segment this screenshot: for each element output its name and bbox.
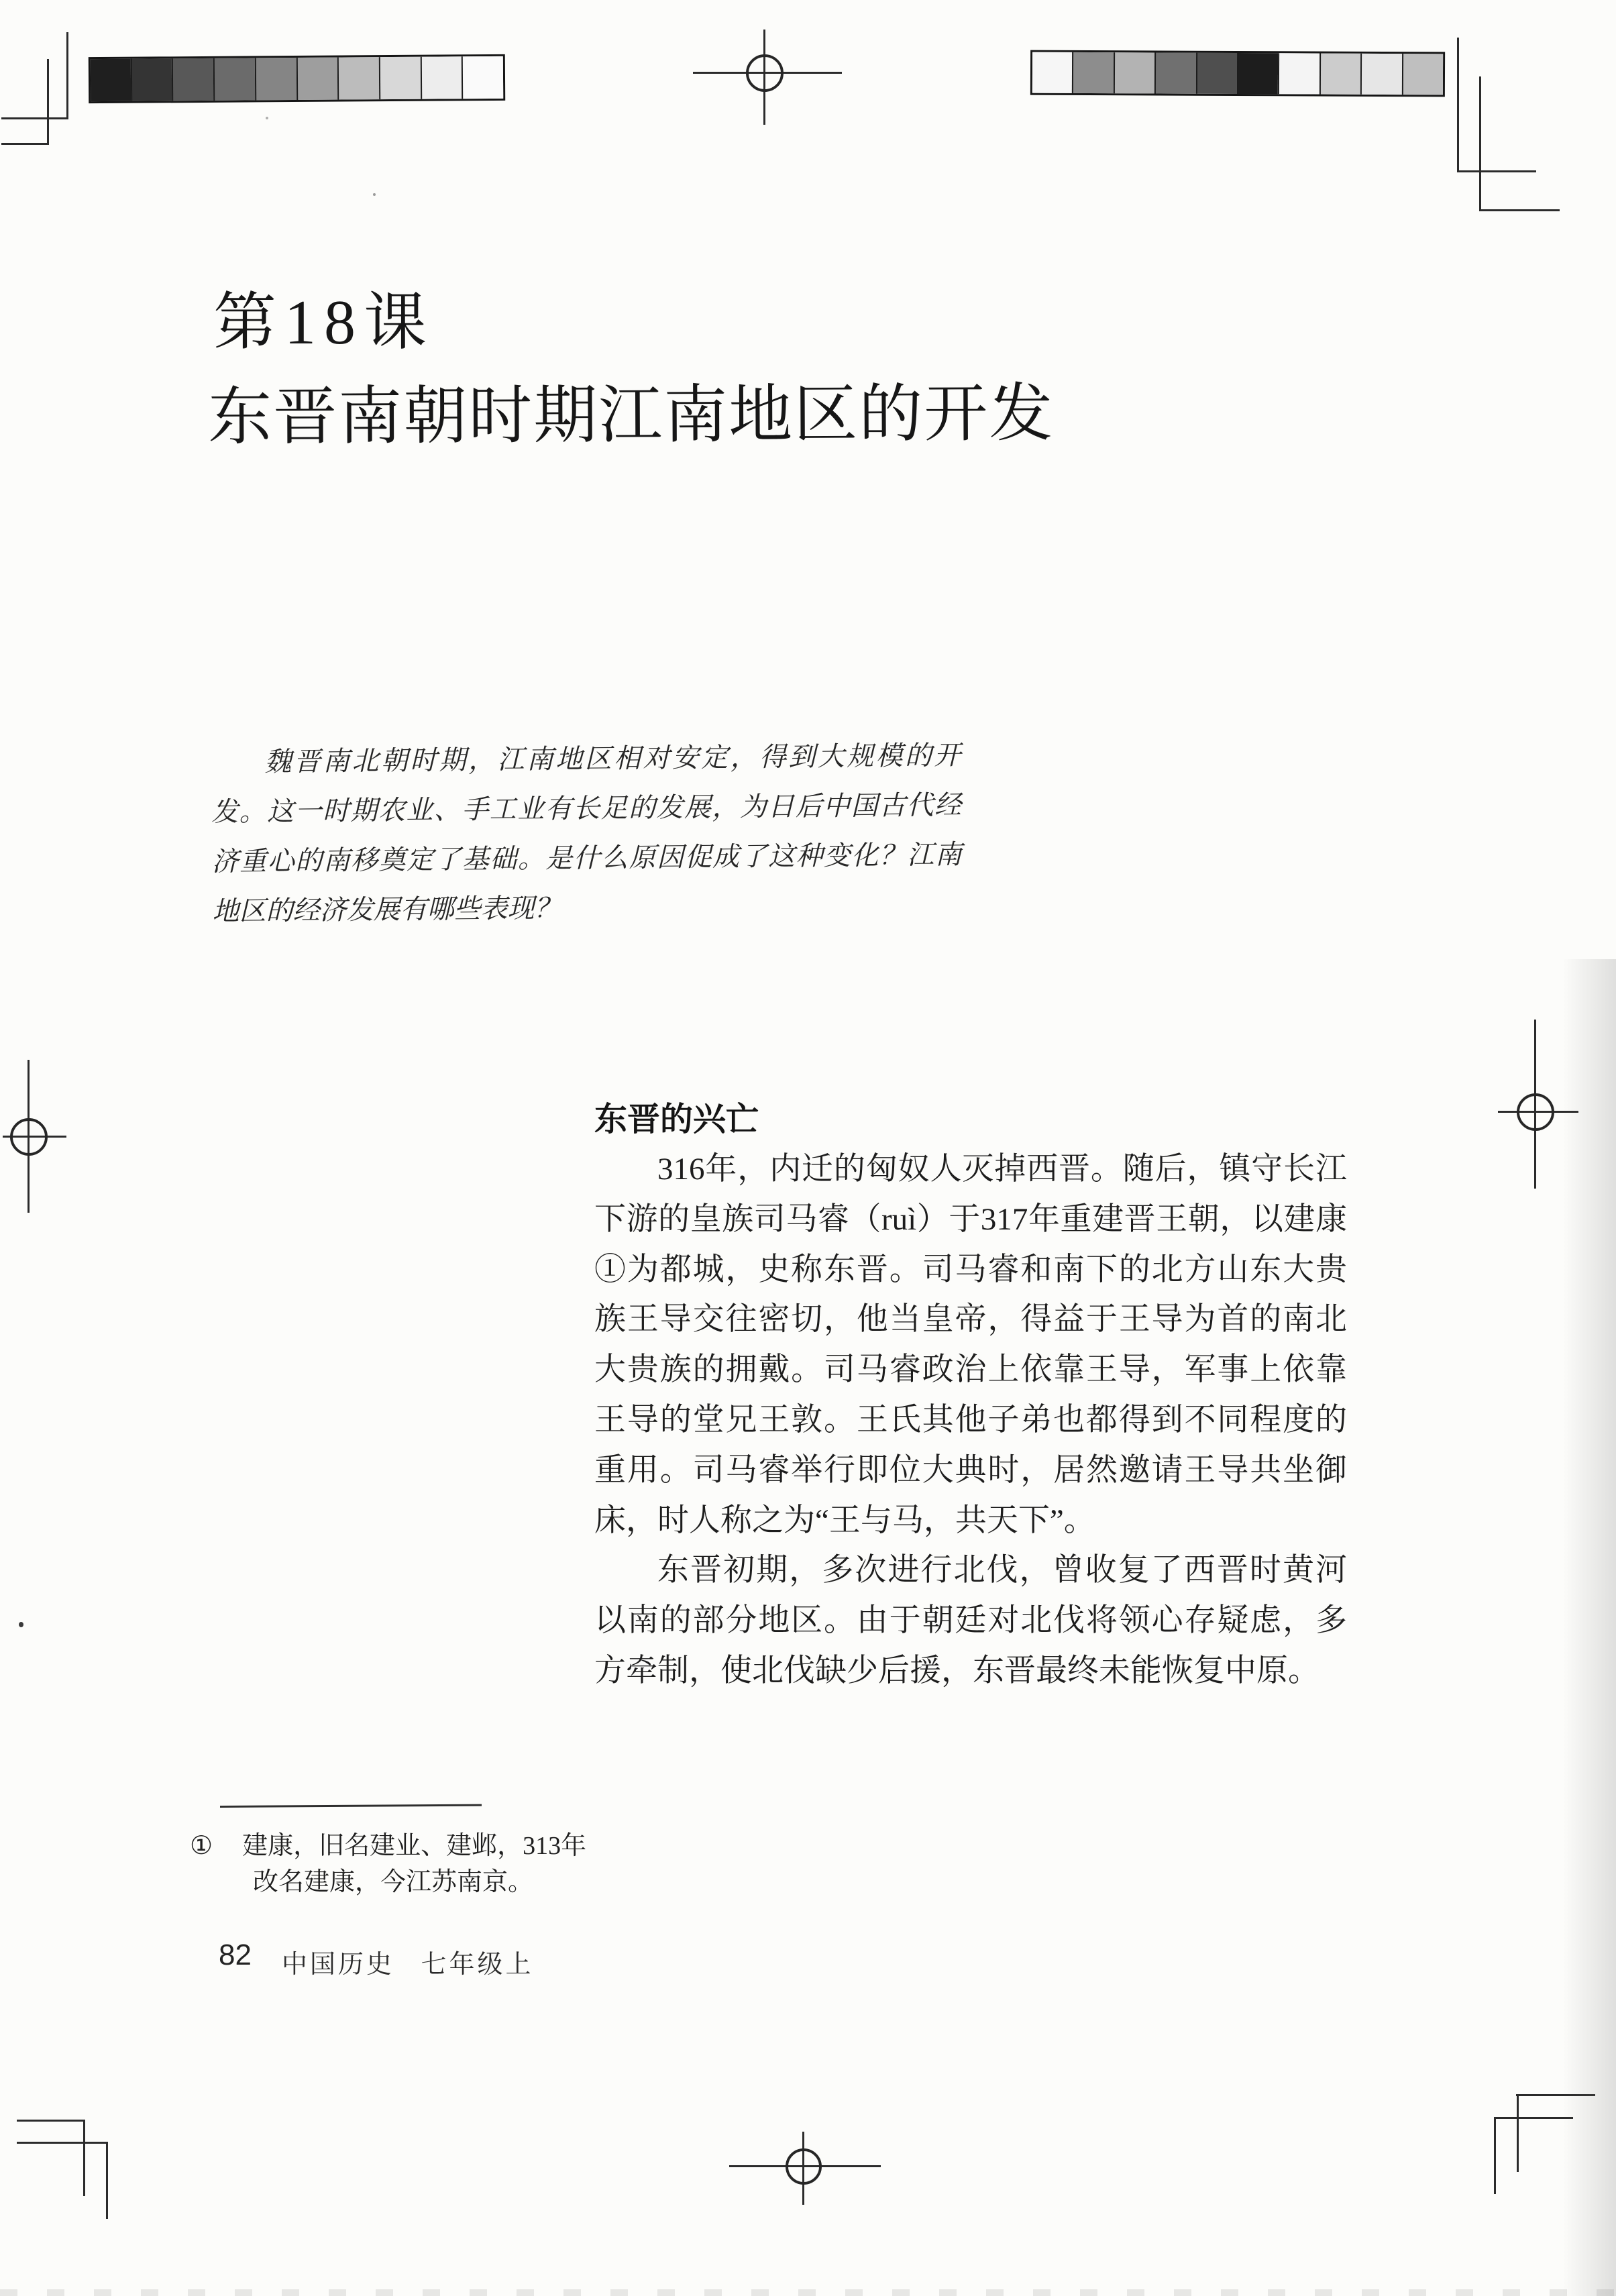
calibration-swatch <box>1360 54 1402 95</box>
scan-noise-bottom-edge <box>0 2289 1616 2296</box>
footnote-line-1 <box>190 1824 586 1861</box>
calibration-swatch <box>420 56 462 99</box>
calibration-bar-right <box>1030 50 1445 97</box>
calibration-swatch <box>1278 53 1319 94</box>
crop-mark-top-left-outer-h <box>1 117 68 119</box>
reg-circle <box>786 2148 822 2185</box>
lesson-title: 东晋南朝时期江南地区的开发 <box>208 378 1055 453</box>
crop-mark-bottom-left-inner-h <box>17 2142 108 2144</box>
calibration-swatch <box>172 58 213 101</box>
scan-speck <box>266 117 268 119</box>
scan-speck <box>19 1622 23 1627</box>
crop-mark-bottom-left-inner-v <box>106 2142 108 2219</box>
calibration-swatch <box>379 57 421 99</box>
section-heading: 东晋的兴亡 <box>594 1101 759 1138</box>
body-paragraph: 316年，内迁的匈奴人灭掉西晋。随后，镇守长江下游的皇族司马睿（ruì）于317年重建晋王朝，以建康①为都城，史称东晋。司马睿和南下的北方山东大贵族王导交往密切，他当皇帝，得益于王导为首的南北大贵族的拥戴。司马睿政治上依靠王导，军事上依靠王导的堂兄王敦。王氏其他子弟也都得到不同程度的重用。司马睿举行即位大典时，居然邀请王导共坐御床，时人称之为“王与马，共天下”。 <box>594 1152 1347 1538</box>
crop-mark-bottom-right-outer-v <box>1517 2094 1519 2172</box>
reg-circle <box>10 1118 48 1156</box>
crop-mark-top-right-inner-h <box>1479 209 1560 211</box>
body-text-column <box>594 1144 1347 1696</box>
crop-mark-top-left-inner-v <box>47 59 49 145</box>
page-number: 82 <box>219 1938 252 1971</box>
crop-mark-top-left-outer-v <box>66 32 68 119</box>
calibration-swatch <box>130 58 172 101</box>
calibration-swatch <box>296 58 337 100</box>
calibration-swatch <box>337 57 379 99</box>
crop-mark-bottom-left-outer-v <box>83 2120 85 2196</box>
footnote-marker: ① <box>190 1832 213 1860</box>
scan-shadow-right-edge <box>1562 959 1616 2296</box>
crop-mark-top-left-inner-h <box>1 143 49 145</box>
body-paragraph: 东晋初期，多次进行北伐，曾收复了西晋时黄河以南的部分地区。由于朝廷对北伐将领心存疑虑，多方牵制，使北伐缺少后援，东晋最终未能恢复中原。 <box>594 1553 1347 1688</box>
calibration-swatch <box>1402 54 1444 95</box>
calibration-swatch <box>91 59 131 101</box>
book-title: 中国历史 七年级上 <box>282 1951 534 1979</box>
crop-mark-top-right-outer-h <box>1457 170 1536 172</box>
footnote-text-2: 改名建康，今江苏南京。 <box>253 1868 534 1896</box>
calibration-swatch <box>255 58 297 100</box>
calibration-swatch <box>1154 52 1196 93</box>
calibration-swatch <box>213 58 255 100</box>
reg-circle <box>1517 1093 1554 1131</box>
lesson-number: 第18课 <box>213 288 435 358</box>
calibration-swatch <box>1032 52 1073 93</box>
calibration-swatch <box>462 56 503 99</box>
crop-mark-bottom-left-outer-h <box>17 2120 85 2122</box>
reg-circle <box>746 54 784 92</box>
calibration-swatch <box>1319 54 1361 95</box>
calibration-bar-left <box>89 54 505 103</box>
crop-mark-bottom-right-inner-h <box>1494 2117 1573 2119</box>
footnote-text-1: 建康，旧名建业、建邺，313年 <box>242 1832 587 1860</box>
calibration-swatch <box>1195 53 1237 94</box>
scan-speck <box>373 193 376 196</box>
intro-paragraph: 魏晋南北朝时期，江南地区相对安定，得到大规模的开发。这一时期农业、手工业有长足的发展，为日后中国古代经济重心的南移奠定了基础。是什么原因促成了这种变化？江南地区的经济发展有哪些表现？ <box>211 740 962 926</box>
calibration-swatch <box>1072 52 1114 93</box>
calibration-swatch <box>1237 53 1279 94</box>
calibration-swatch <box>1114 52 1155 93</box>
crop-mark-top-right-outer-v <box>1457 38 1459 172</box>
crop-mark-bottom-right-inner-v <box>1494 2117 1496 2194</box>
footnote-divider <box>220 1804 482 1808</box>
crop-mark-top-right-inner-v <box>1479 76 1481 211</box>
